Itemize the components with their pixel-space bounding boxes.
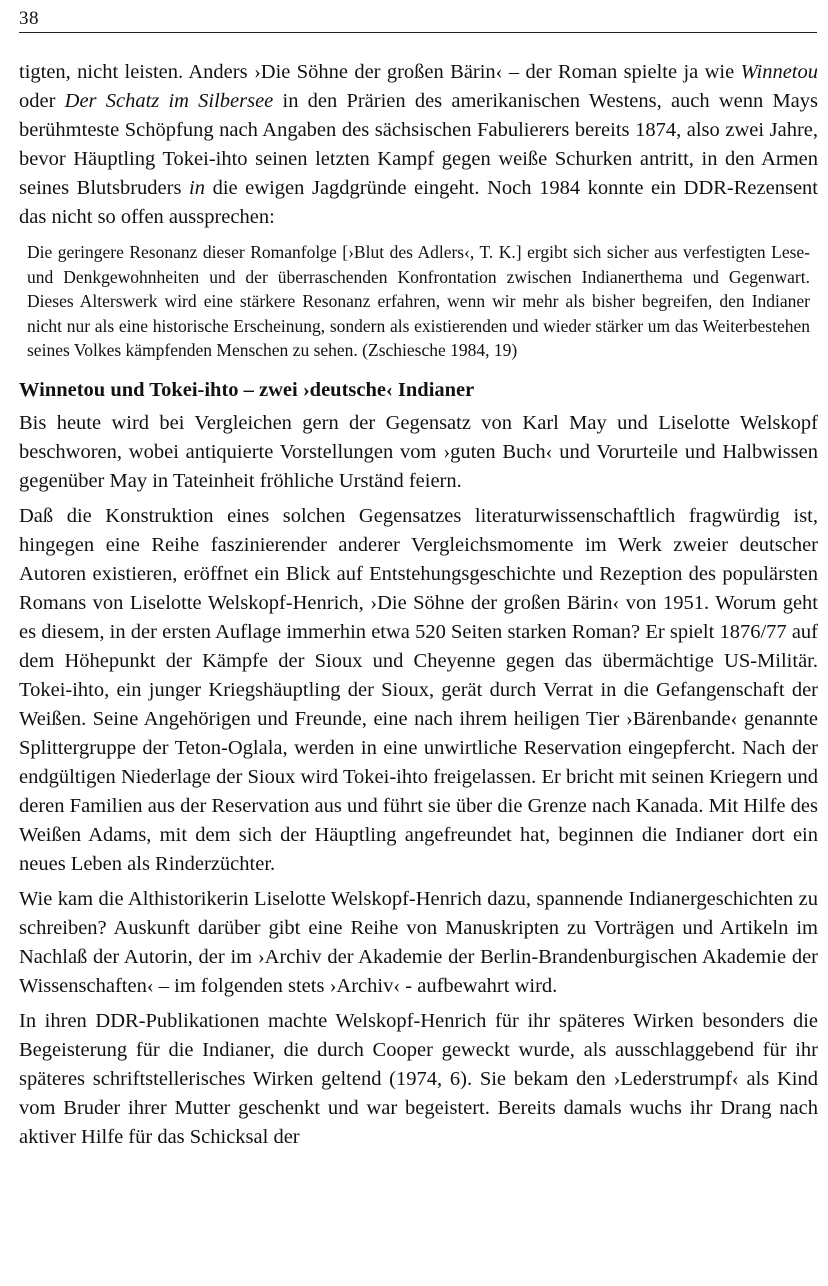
italic-title-winnetou: Winnetou bbox=[740, 61, 818, 83]
block-quote: Die geringere Resonanz dieser Romanfolge [›Blut des Adlers‹, T. K.] ergibt sich sicher aus verfestigten Lese- und Denkgewohnheiten und der überraschenden Konfrontation zwischen Indianerthema und Gegenwart. Dieses Alterswerk wird eine stärkere Resonanz erfahren, wenn wir mehr als bisher begreifen, den Indianer nicht nur als eine historische Erscheinung, sondern als existierenden und wieder stärker um das Weiterbestehen seines Volkes kämpfenden Menschen zu sehen. (Zschiesche 1984, 19) bbox=[27, 242, 810, 361]
paragraph-1 bbox=[19, 58, 818, 232]
italic-title-silbersee: Der Schatz im Silbersee bbox=[64, 90, 274, 112]
paragraph-5: In ihren DDR-Publikationen machte Welskopf-Henrich für ihr späteres Wirken besonders die Begeisterung für die Indianer, die durch Cooper geweckt wurde, als ausschlaggebend für ihr späteres schriftstellerisches Wirken geltend (1974, 6). Sie bekam den ›Lederstrumpf‹ als Kind vom Bruder ihrer Mutter geschenkt und war begeistert. Bereits damals wuchs ihr Drang nach aktiver Hilfe für das Schicksal der bbox=[19, 1009, 818, 1148]
italic-word-in: in bbox=[189, 177, 205, 199]
paragraph-2: Bis heute wird bei Vergleichen gern der Gegensatz von Karl May und Liselotte Welskopf beschworen, wobei antiquierte Vorstellungen vom ›guten Buch‹ und Vorurteile und Halbwissen gegenüber May in Tateinheit fröhliche Urständ feiern. bbox=[19, 411, 818, 492]
para1-text-4: die ewigen Jagdgründe eingeht. Noch 1984 konnte ein DDR-Rezensent das nicht so offen aussprechen: bbox=[19, 177, 818, 228]
para1-text-3: in den Prärien des amerikanischen Westens, auch wenn Mays berühmteste Schöpfung nach Angaben des sächsischen Fabulierers bereits 1874, also zwei Jahre, bevor Häuptling Tokei-ihto seinen letzten Kampf gegen weiße Schurken antritt, in den Armen seines Blutsbruders bbox=[19, 90, 819, 199]
page-header bbox=[19, 6, 817, 33]
page-number: 38 bbox=[19, 8, 39, 29]
para1-text-1: tigten, nicht leisten. Anders ›Die Söhne der großen Bärin‹ – der Roman spielte ja wie bbox=[19, 61, 741, 83]
paragraph-4: Wie kam die Althistorikerin Liselotte Welskopf-Henrich dazu, spannende Indianergeschichten zu schreiben? Auskunft darüber gibt eine Reihe von Manuskripten zu Vorträgen und Artikeln im Nachlaß der Autorin, der im ›Archiv der Akademie der Berlin-Brandenburgischen Akademie der Wissenschaften‹ – im folgenden stets ›Archiv‹ - aufbewahrt wird. bbox=[19, 887, 818, 997]
para1-text-2: oder bbox=[19, 90, 65, 112]
paragraph-3: Daß die Konstruktion eines solchen Gegensatzes literaturwissenschaftlich fragwürdig ist, hingegen eine Reihe faszinierender anderer Vergleichsmomente im Werk zweier deutscher Autoren existieren, eröffnet ein Blick auf Entstehungsgeschichte und Rezeption des populärsten Romans von Liselotte Welskopf-Henrich, ›Die Söhne der großen Bärin‹ von 1951. Worum geht es diesem, in der ersten Auflage immerhin etwa 520 Seiten starken Roman? Er spielt 1876/77 auf dem Höhepunkt der Kämpfe der Sioux und Cheyenne gegen das übermächtige US-Militär. Tokei-ihto, ein junger Kriegshäuptling der Sioux, gerät durch Verrat in die Gefangenschaft der Weißen. Seine Angehörigen und Freunde, eine nach ihrem heiligen Tier ›Bärenbande‹ genannte Splittergruppe der Teton-Oglala, werden in eine unwirtliche Reservation eingepfercht. Nach der endgültigen Niederlage der Sioux wird Tokei-ihto freigelassen. Er bricht mit seinen Kriegern und deren Familien aus der Reservation aus und führt sie über die Grenze nach Kanada. Mit Hilfe des Weißen Adams, mit dem sich der Häuptling angefreundet hat, beginnen die Indianer dort ein neues Leben als Rinderzüchter. bbox=[19, 504, 818, 875]
section-heading: Winnetou und Tokei-ihto – zwei ›deutsche‹ Indianer bbox=[19, 378, 475, 401]
page-body bbox=[19, 58, 818, 1156]
